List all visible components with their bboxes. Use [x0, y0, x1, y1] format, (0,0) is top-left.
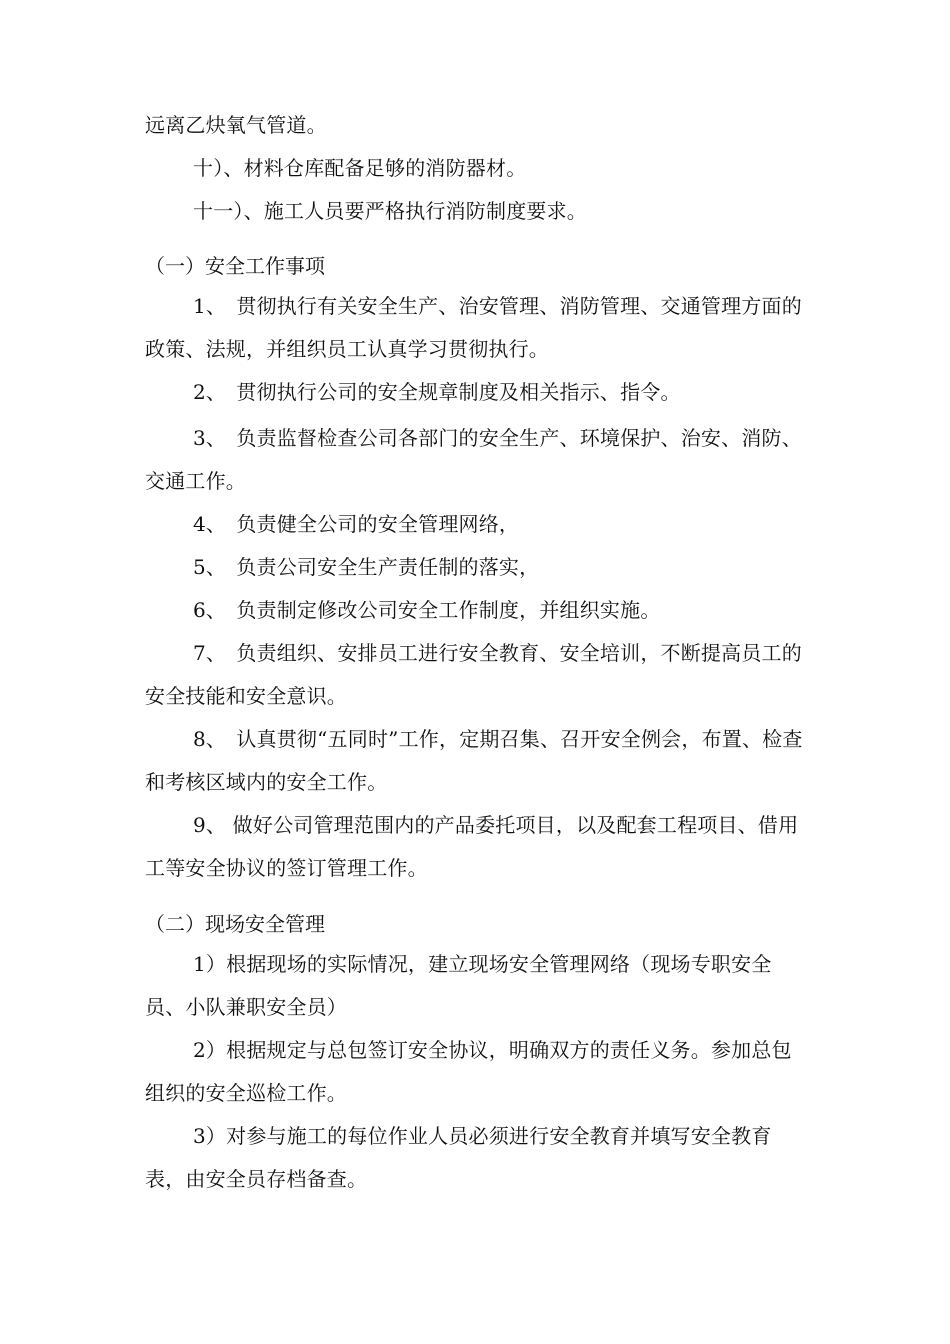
section2-item-2: 2）根据规定与总包签订安全协议，明确双方的责任义务。参加总包组织的安全巡检工作。 [145, 1038, 792, 1105]
section2-item-1: 1）根据现场的实际情况，建立现场安全管理网络（现场专职安全员、小队兼职安全员） [145, 952, 772, 1019]
paragraph-intro: 远离乙炔氧气管道。 [145, 113, 327, 137]
paragraph-item-11: 十一）、施工人员要严格执行消防制度要求。 [193, 199, 587, 223]
section1-item-6: 6、 负责制定修改公司安全工作制度，并组织实施。 [193, 598, 661, 622]
section1-item-1: 1、 贯彻执行有关安全生产、治安管理、消防管理、交通管理方面的政策、法规，并组织员工认真学习贯彻执行。 [145, 294, 802, 361]
section1-item-5: 5、 负责公司安全生产责任制的落实， [193, 555, 540, 579]
section-heading-1: （一）安全工作事项 [145, 254, 325, 278]
section1-item-9: 9、 做好公司管理范围内的产品委托项目，以及配套工程项目、借用工等安全协议的签订管理工作。 [145, 813, 799, 880]
section1-item-7: 7、 负责组织、安排员工进行安全教育、安全培训，不断提高员工的安全技能和安全意识。 [145, 641, 802, 708]
section1-item-8: 8、 认真贯彻“五同时”工作，定期召集、召开安全例会，布置、检查和考核区域内的安全工作。 [145, 727, 803, 794]
section-heading-2: （二）现场安全管理 [145, 912, 325, 936]
section2-item-3: 3）对参与施工的每位作业人员必须进行安全教育并填写安全教育表，由安全员存档备查。 [145, 1124, 772, 1191]
section1-item-2: 2、 贯彻执行公司的安全规章制度及相关指示、指令。 [193, 380, 681, 404]
section1-item-4: 4、 负责健全公司的安全管理网络， [193, 512, 520, 536]
paragraph-item-10: 十）、材料仓库配备足够的消防器材。 [193, 156, 527, 180]
section1-item-3: 3、 负责监督检查公司各部门的安全生产、环境保护、治安、消防、交通工作。 [145, 426, 802, 493]
